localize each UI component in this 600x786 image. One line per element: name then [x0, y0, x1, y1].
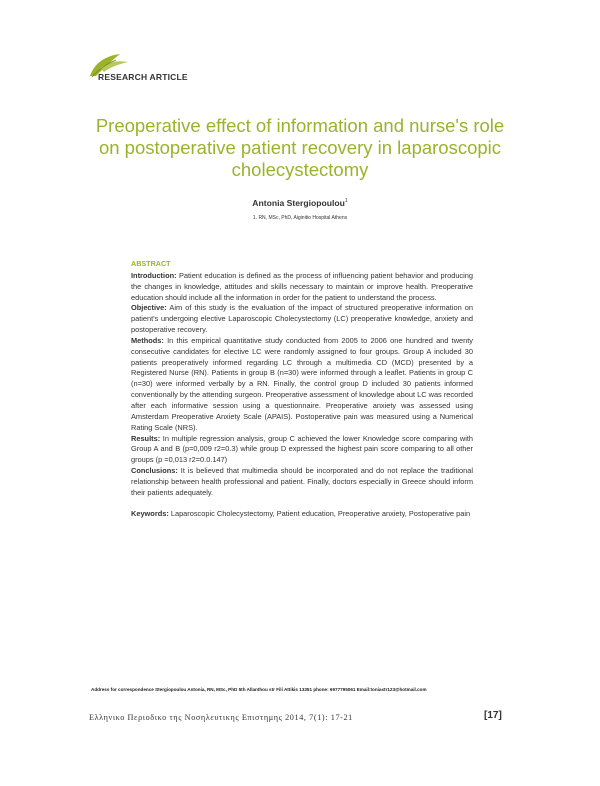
author-superscript: 1	[344, 198, 348, 205]
section-label-methods: Methods:	[131, 335, 164, 345]
section-label-introduction: Introduction:	[131, 270, 177, 280]
section-text-results: In multiple regression analysis, group C achieved the lower Knowledge score comparing with Group A and B (p=0,009 r2=0.3) while group D expressed the highest pain score comparing to all other groups (p =0,013 r2=0.0.147)	[131, 433, 473, 465]
affiliation: 1. RN, MSc, PhD, Aiginitio Hospital Athens	[252, 215, 348, 221]
correspondence-note: Address for correspondence Stergiopoulou Antonia, RN, MSc, PhD 5th Allanthou str Fili Attikis 13351 phone: 6977795061 Email:toniastr123@hotmail.com	[91, 687, 427, 692]
section-text-conclusions: It is believed that multimedia should be incorporated and do not replace the traditional relationship between health professional and patient. Finally, doctors especially in Greece should inform their patients adequately.	[131, 466, 473, 497]
abstract-introduction	[131, 271, 473, 304]
section-label-objective: Objective:	[131, 303, 167, 313]
section-text-introduction: Patient education is defined as the process of influencing patient behavior and producing the changes in knowledge, attitudes and skills necessary to maintain or improve health. Preoperative education should include all the information in order for the patient to understand the process.	[131, 270, 473, 302]
author-line	[0, 198, 600, 208]
keywords-text: Laparoscopic Cholecystectomy, Patient education, Preoperative anxiety, Postoperative pain	[168, 508, 471, 518]
abstract	[131, 259, 473, 519]
section-label-conclusions: Conclusions:	[131, 466, 178, 476]
keywords	[131, 509, 473, 520]
abstract-objective	[131, 303, 473, 336]
abstract-methods	[131, 336, 473, 434]
section-label-results: Results:	[131, 433, 161, 443]
page-number: [17]	[484, 710, 502, 721]
section-text-methods: In this empirical quantitative study conducted from 2005 to 2006 one hundred and twenty consecutive candidates for elective LC were randomly assigned to four groups. Group A included 30 patients preoperatively informed regarding LC through a multimedia CD (MCD) presented by a Registered Nurse (RN). Patients in group B (n=30) were informed through a leaflet. Patients in group C (n=30) were informed verbally by a RN. Finally, the control group D included 30 patients informed conventionally by the attending surgeon. Preoperative assessment of knowledge about LC was recorded after each informative session using a questionnaire. Preoperative anxiety was assessed using Amsterdam Preoperative Anxiety Scale (APAIS). Postoperative pain was measured using a Numerical Rating Scale (NRS).	[131, 335, 473, 432]
author-name: Antonia Stergiopoulou	[252, 198, 345, 208]
section-text-objective: Aim of this study is the evaluation of the impact of structured preoperative information on patient's undergoing elective Laparoscopic Cholecystectomy (LC) preoperative knowledge, anxiety and postoperative recovery.	[131, 303, 473, 335]
abstract-results	[131, 434, 473, 467]
article-title: Preoperative effect of information and nurse's role on postoperative patient recovery in laparoscopic cholecystectomy	[95, 115, 505, 181]
abstract-heading: ABSTRACT	[131, 259, 171, 268]
keywords-label: Keywords:	[131, 508, 169, 518]
abstract-conclusions	[131, 466, 473, 499]
section-label: RESEARCH ARTICLE	[98, 72, 188, 82]
journal-citation: Ελληνικο Περιοδικο της Νοσηλευτικης Επιστημης 2014, 7(1): 17-21	[89, 713, 353, 722]
